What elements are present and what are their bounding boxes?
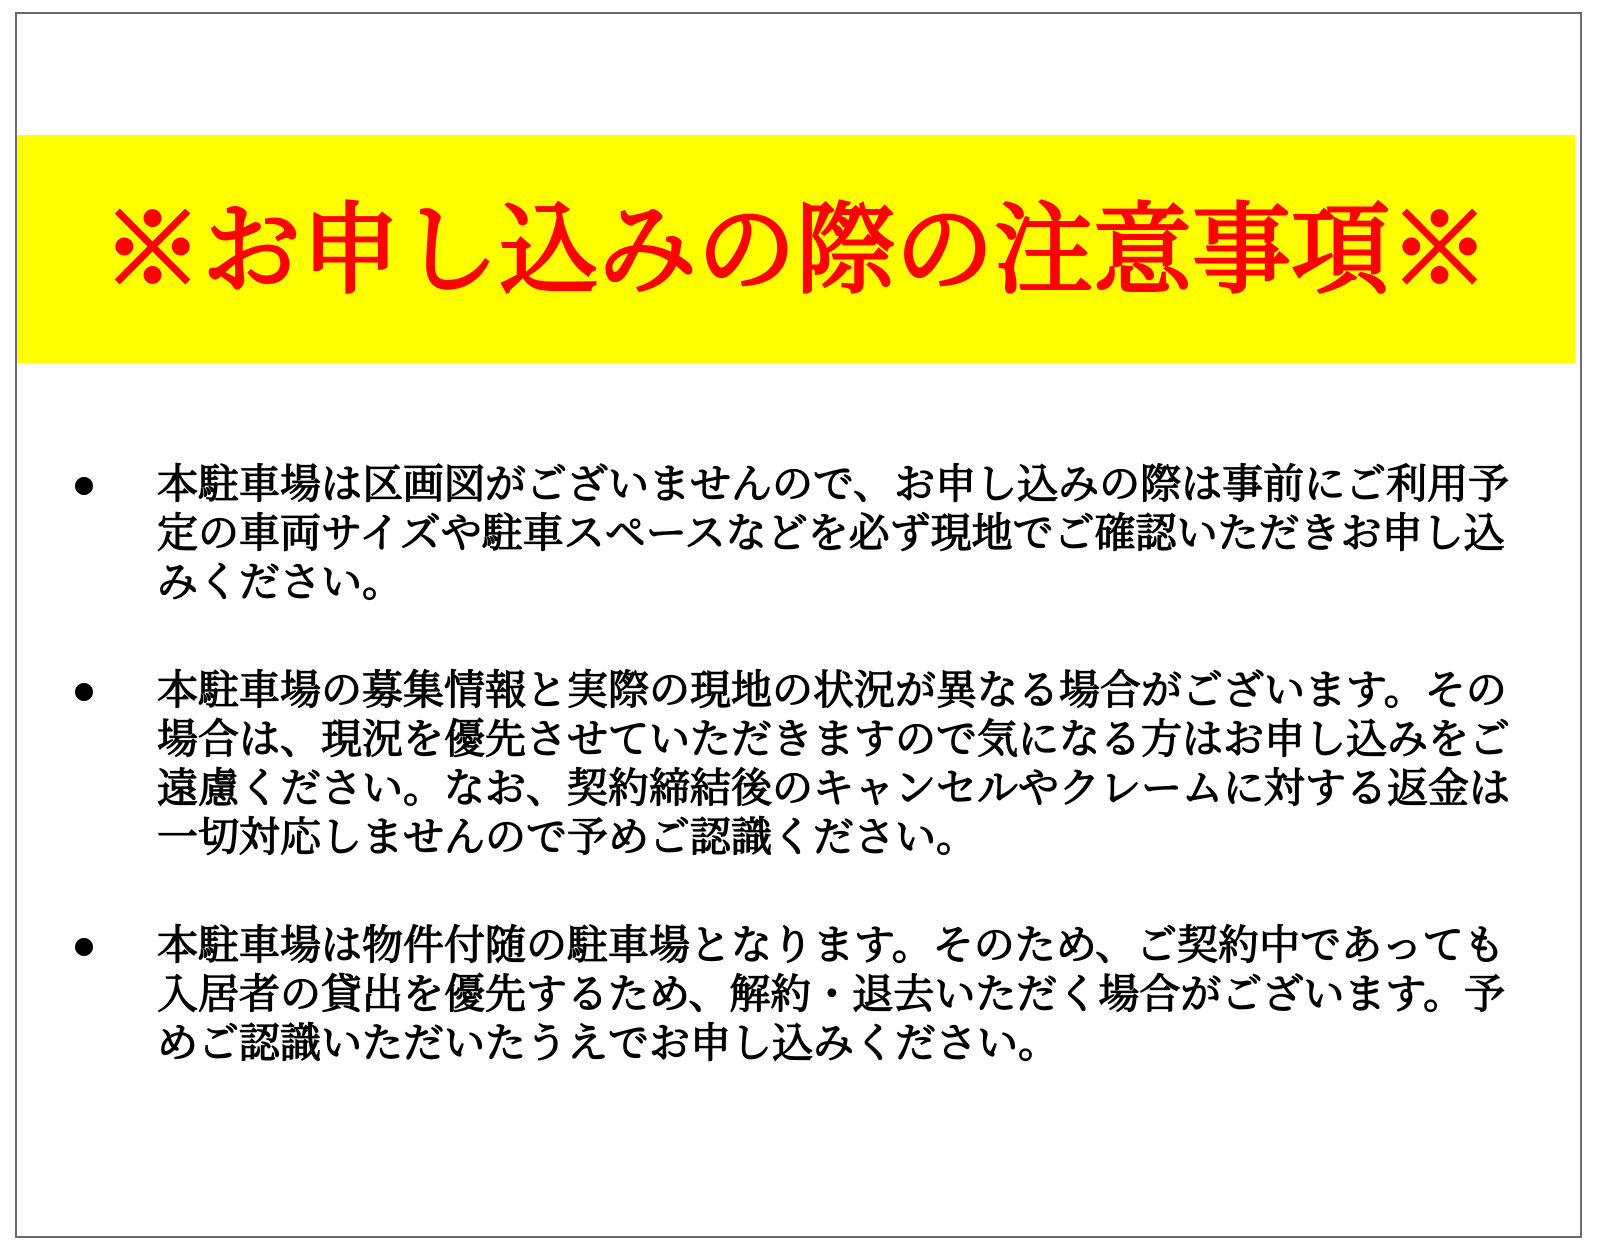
- notice-body: [75, 460, 1520, 1127]
- bullet-item: [75, 921, 1520, 1068]
- bullet-text-1: 本駐車場は区画図がございませんので、お申し込みの際は事前にご利用予定の車両サイズや駐車スペースなどを必ず現地でご確認いただきお申し込みください。: [157, 461, 1510, 605]
- bullet-icon: [75, 683, 93, 701]
- bullet-icon: [75, 938, 93, 956]
- bullet-item: [75, 460, 1520, 607]
- bullet-item: [75, 666, 1520, 862]
- notice-frame: [15, 12, 1582, 1238]
- title-banner: [17, 135, 1575, 363]
- bullet-icon: [75, 477, 93, 495]
- notice-title: ※お申し込みの際の注意事項※: [103, 193, 1489, 305]
- bullet-text-2: 本駐車場の募集情報と実際の現地の状況が異なる場合がございます。その場合は、現況を優先させていただきますので気になる方はお申し込みをご遠慮ください。なお、契約締結後のキャンセルやクレームに対する返金は一切対応しませんので予めご認識ください。: [157, 667, 1510, 860]
- bullet-text-3: 本駐車場は物件付随の駐車場となります。そのため、ご契約中であっても入居者の貸出を優先するため、解約・退去いただく場合がございます。予めご認識いただいたうえでお申し込みください。: [157, 922, 1506, 1066]
